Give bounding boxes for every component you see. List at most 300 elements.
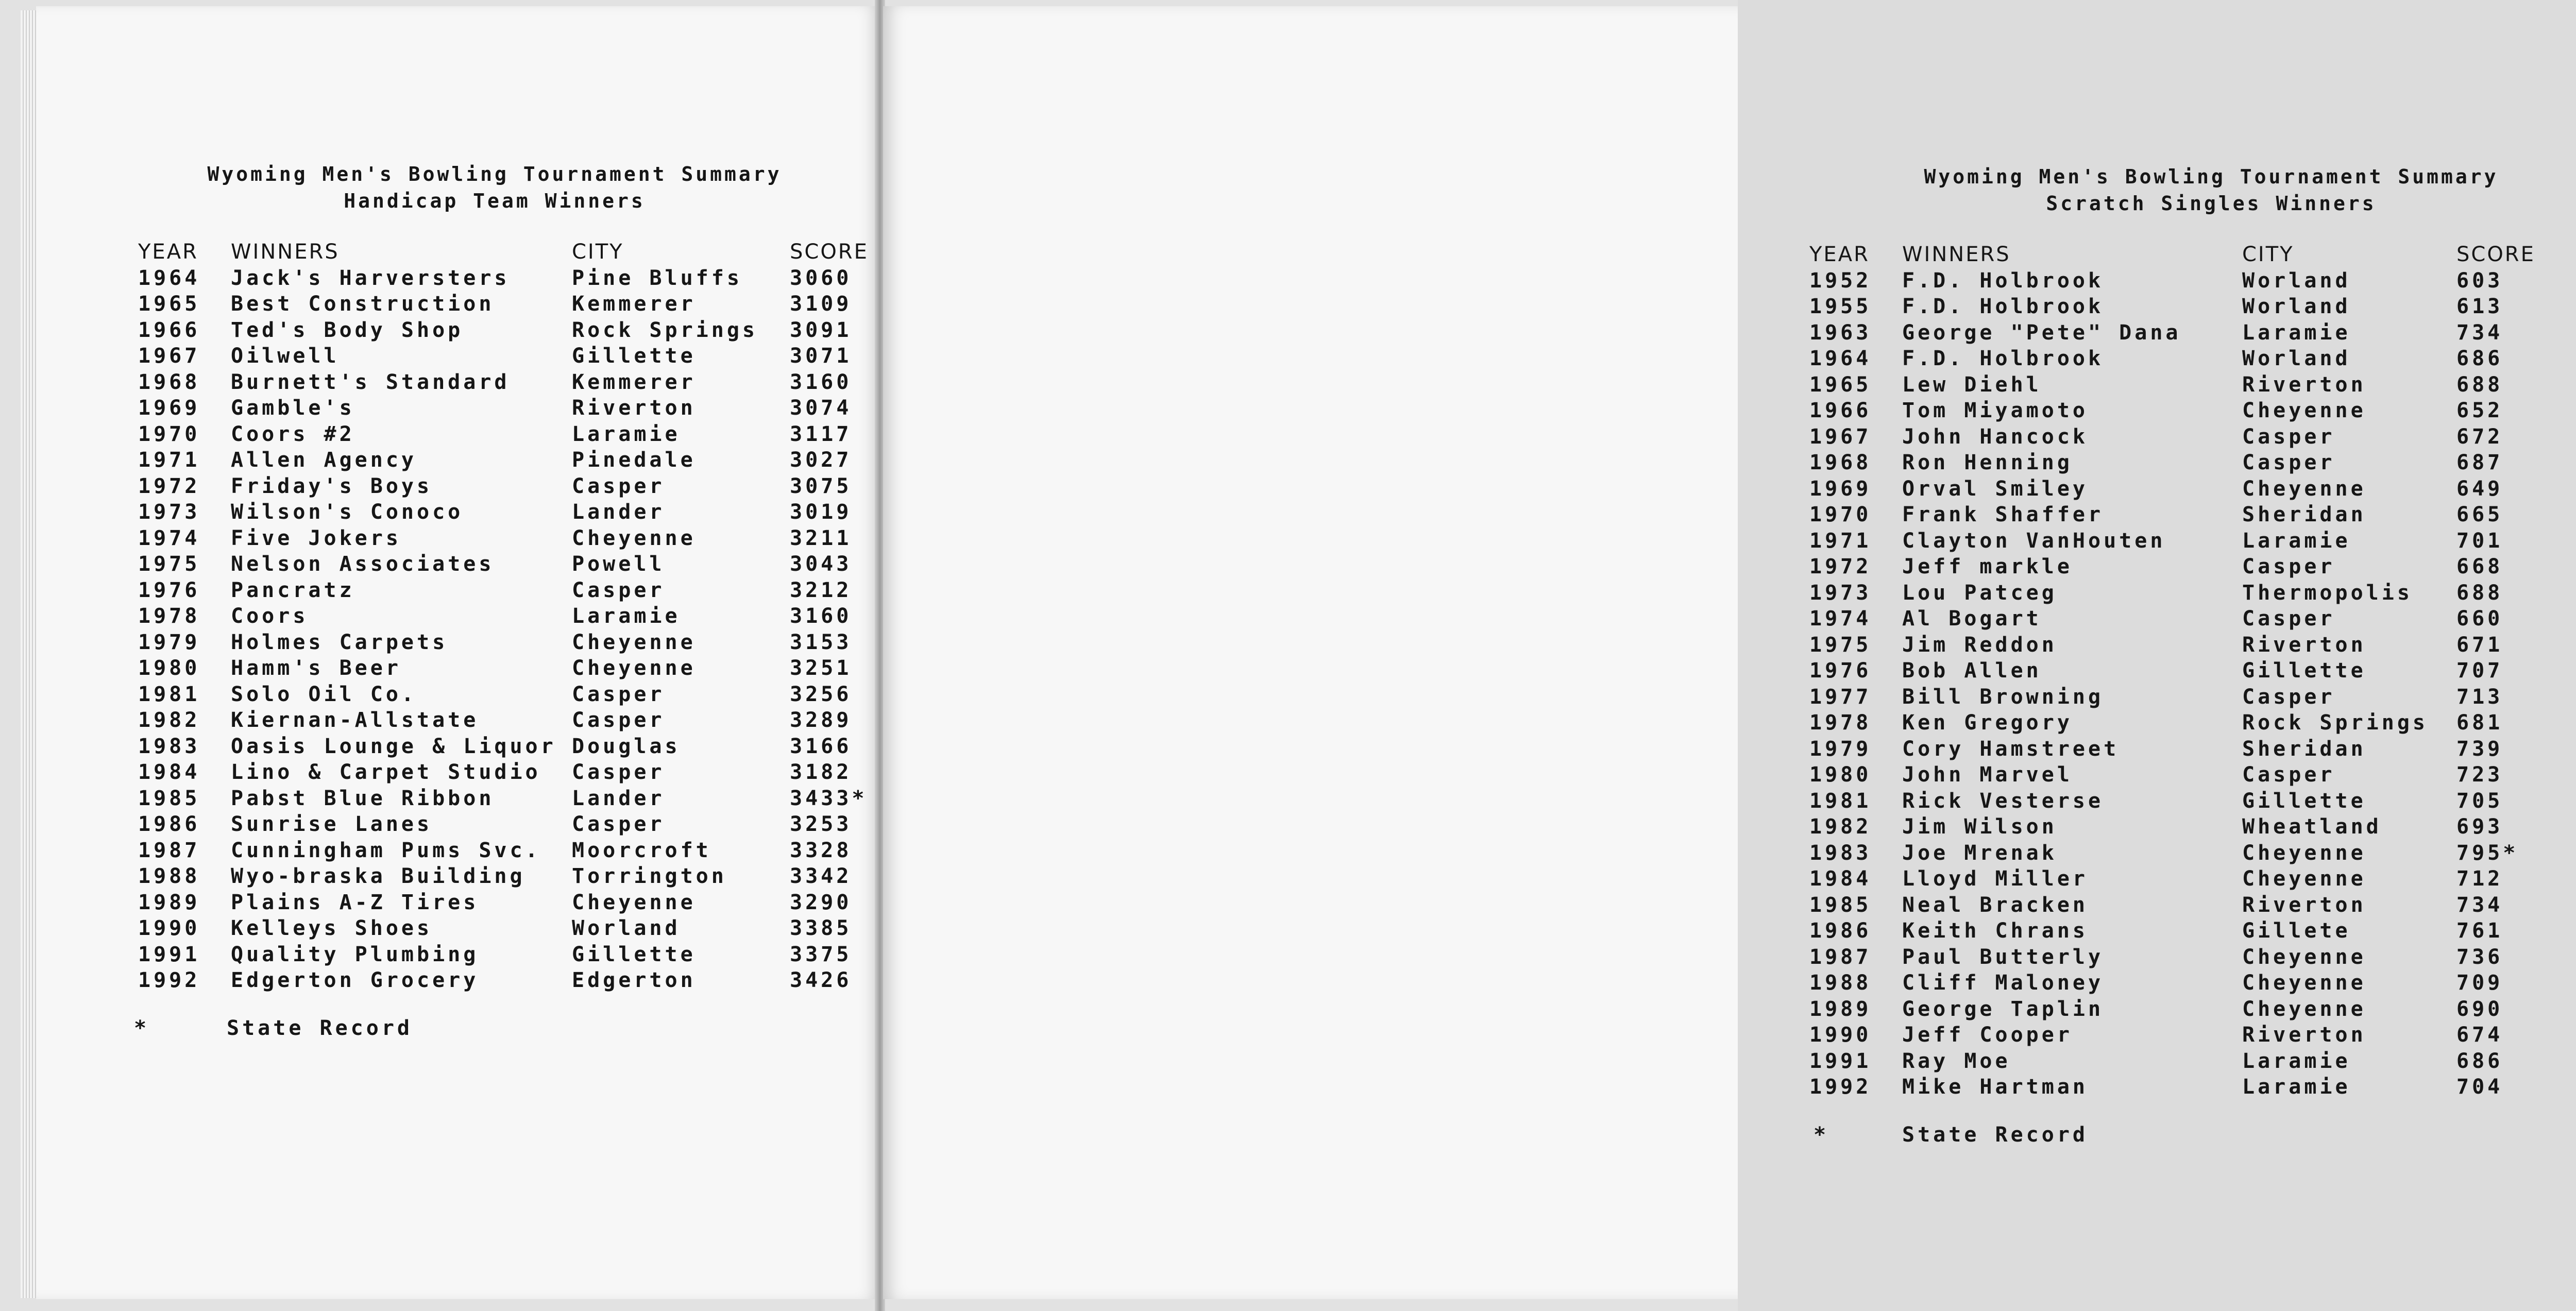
cell-city: Douglas <box>572 734 681 758</box>
cell-winner: Lou Patceg <box>1902 581 2057 605</box>
header-year: YEAR <box>138 240 198 264</box>
cell-winner: Mike Hartman <box>1902 1075 2088 1099</box>
cell-year: 1981 <box>1809 789 1872 813</box>
table-row <box>98 499 871 525</box>
cell-winner: Bob Allen <box>1902 659 2042 683</box>
cell-winner: Jim Wilson <box>1902 815 2057 839</box>
cell-year: 1982 <box>138 708 200 732</box>
cell-year: 1969 <box>138 396 200 420</box>
handicap-team-section <box>98 161 871 1046</box>
left-footnote <box>98 1015 871 1046</box>
cell-winner: Best Construction <box>231 292 495 316</box>
table-row <box>1809 970 2576 996</box>
cell-winner: Wyo-braska Building <box>231 864 526 888</box>
footnote-text: State Record <box>227 1016 413 1040</box>
table-row <box>98 525 871 552</box>
right-footnote <box>1809 1122 2576 1153</box>
cell-year: 1973 <box>1809 581 1872 605</box>
scratch-singles-table <box>1809 242 2576 1100</box>
cell-winner: Cory Hamstreet <box>1902 737 2120 761</box>
cell-winner: Tom Miyamoto <box>1902 399 2088 422</box>
cell-year: 1973 <box>138 500 200 524</box>
cell-winner: Pancratz <box>231 578 355 602</box>
cell-year: 1972 <box>1809 555 1872 578</box>
table-row <box>1809 450 2576 476</box>
cell-score: 3075 <box>790 474 852 498</box>
table-row <box>1809 528 2576 554</box>
cell-city: Gillete <box>2242 919 2351 943</box>
table-row <box>98 395 871 421</box>
cell-year: 1985 <box>138 786 200 810</box>
cell-score: 674 <box>2456 1023 2503 1047</box>
cell-city: Cheyenne <box>2242 841 2366 865</box>
cell-winner: Lino & Carpet Studio <box>231 760 541 784</box>
header-city: CITY <box>2242 243 2294 266</box>
cell-year: 1987 <box>1809 945 1872 969</box>
table-row <box>98 577 871 604</box>
table-row <box>1809 320 2576 346</box>
cell-year: 1964 <box>1809 347 1872 370</box>
cell-city: Riverton <box>2242 1023 2366 1047</box>
cell-year: 1990 <box>138 916 200 940</box>
cell-city: Edgerton <box>572 968 696 992</box>
table-row <box>98 759 871 786</box>
cell-score: 3153 <box>790 630 852 654</box>
cell-winner: John Hancock <box>1902 424 2088 449</box>
cell-year: 1980 <box>138 656 200 680</box>
cell-winner: Kelleys Shoes <box>231 916 433 940</box>
cell-city: Rock Springs <box>572 318 758 342</box>
cell-winner: Jeff markle <box>1902 555 2073 578</box>
header-city: CITY <box>572 240 624 264</box>
cell-winner: Bill Browning <box>1902 685 2104 709</box>
cell-year: 1978 <box>138 604 200 628</box>
table-row <box>1809 866 2576 892</box>
right-title-block <box>1825 163 2576 217</box>
left-title-block <box>118 161 871 214</box>
cell-city: Worland <box>2242 268 2351 293</box>
cell-score: 3071 <box>790 344 852 368</box>
header-winners: WINNERS <box>231 240 340 264</box>
cell-winner: Cliff Maloney <box>1902 971 2104 995</box>
cell-score: 739 <box>2456 737 2503 761</box>
cell-city: Casper <box>572 708 665 732</box>
cell-winner: Quality Plumbing <box>231 942 479 966</box>
cell-year: 1966 <box>1809 399 1872 422</box>
table-row <box>1809 580 2576 606</box>
cell-winner: Nelson Associates <box>231 552 495 576</box>
cell-year: 1963 <box>1809 320 1872 345</box>
cell-score: 688 <box>2456 581 2503 605</box>
cell-score: 681 <box>2456 711 2503 735</box>
cell-winner: John Marvel <box>1902 763 2073 787</box>
cell-winner: Ray Moe <box>1902 1049 2011 1073</box>
table-row <box>98 265 871 292</box>
cell-year: 1990 <box>1809 1023 1872 1047</box>
cell-score: 3375 <box>790 942 852 966</box>
cell-year: 1991 <box>138 942 200 966</box>
cell-score: 3256 <box>790 682 852 706</box>
cell-city: Gillette <box>2242 789 2366 813</box>
cell-year: 1977 <box>1809 685 1872 709</box>
cell-city: Torrington <box>572 864 727 888</box>
table-row <box>98 863 871 890</box>
cell-winner: George Taplin <box>1902 997 2104 1021</box>
table-row <box>98 655 871 682</box>
cell-city: Gillette <box>2242 659 2366 683</box>
cell-score: 668 <box>2456 555 2503 578</box>
cell-year: 1989 <box>1809 997 1872 1021</box>
cell-score: 712 <box>2456 867 2503 891</box>
cell-year: 1981 <box>138 682 200 706</box>
cell-city: Gillette <box>572 344 696 368</box>
table-header <box>1809 242 2576 268</box>
cell-year: 1983 <box>138 734 200 758</box>
cell-score: 690 <box>2456 997 2503 1021</box>
cell-city: Kemmerer <box>572 370 696 394</box>
cell-score: 3027 <box>790 448 852 472</box>
left-title: Wyoming Men's Bowling Tournament Summary <box>207 163 782 185</box>
cell-winner: George "Pete" Dana <box>1902 320 2181 345</box>
cell-city: Laramie <box>2242 1075 2351 1099</box>
cell-score: 686 <box>2456 347 2503 370</box>
cell-year: 1964 <box>138 266 200 290</box>
cell-score: 734 <box>2456 320 2503 345</box>
table-row <box>98 343 871 369</box>
table-row <box>98 551 871 577</box>
cell-winner: Coors #2 <box>231 422 355 446</box>
table-row <box>1809 632 2576 658</box>
cell-year: 1992 <box>138 968 200 992</box>
cell-score: 723 <box>2456 763 2503 787</box>
cell-city: Pine Bluffs <box>572 266 742 290</box>
cell-score: 3251 <box>790 656 852 680</box>
cell-score: 736 <box>2456 945 2503 969</box>
cell-city: Laramie <box>2242 1049 2351 1073</box>
table-row <box>1809 944 2576 971</box>
cell-city: Cheyenne <box>2242 971 2366 995</box>
header-winners: WINNERS <box>1902 243 2011 266</box>
table-row <box>1809 1074 2576 1100</box>
table-row <box>98 967 871 994</box>
cell-winner: Paul Butterly <box>1902 945 2104 969</box>
cell-year: 1976 <box>138 578 200 602</box>
cell-year: 1984 <box>138 760 200 784</box>
cell-winner: F.D. Holbrook <box>1902 268 2104 293</box>
cell-year: 1988 <box>1809 971 1872 995</box>
cell-city: Lander <box>572 786 665 810</box>
table-row <box>1809 476 2576 502</box>
table-row <box>1809 710 2576 736</box>
cell-winner: Clayton VanHouten <box>1902 529 2166 553</box>
cell-city: Riverton <box>2242 893 2366 917</box>
table-row <box>98 473 871 500</box>
cell-winner: F.D. Holbrook <box>1902 347 2104 370</box>
table-row <box>98 942 871 968</box>
cell-winner: Gamble's <box>231 396 355 420</box>
cell-winner: Jeff Cooper <box>1902 1023 2073 1047</box>
table-row <box>98 447 871 473</box>
cell-city: Casper <box>572 760 665 784</box>
handicap-team-table <box>98 239 871 994</box>
cell-score: 3290 <box>790 890 852 914</box>
table-header <box>98 239 871 265</box>
cell-score: 734 <box>2456 893 2503 917</box>
table-row <box>98 369 871 396</box>
cell-score: 3160 <box>790 370 852 394</box>
cell-city: Laramie <box>572 422 681 446</box>
cell-score: 686 <box>2456 1049 2503 1073</box>
cell-winner: Ken Gregory <box>1902 711 2073 735</box>
cell-score: 3043 <box>790 552 852 576</box>
table-row <box>1809 996 2576 1023</box>
cell-score: 3385 <box>790 916 852 940</box>
table-row <box>98 682 871 708</box>
cell-winner: Al Bogart <box>1902 607 2042 631</box>
cell-score: 795* <box>2456 841 2519 865</box>
cell-winner: Lloyd Miller <box>1902 867 2088 891</box>
cell-year: 1952 <box>1809 268 1872 293</box>
cell-city: Rock Springs <box>2242 711 2428 735</box>
cell-year: 1985 <box>1809 893 1872 917</box>
table-row <box>98 811 871 838</box>
cell-year: 1970 <box>1809 503 1872 526</box>
header-score: SCORE <box>2456 243 2535 266</box>
cell-year: 1979 <box>138 630 200 654</box>
cell-winner: Cunningham Pums Svc. <box>231 838 541 862</box>
cell-score: 3211 <box>790 526 852 550</box>
cell-city: Casper <box>2242 424 2335 449</box>
table-row <box>1809 424 2576 450</box>
cell-city: Casper <box>2242 555 2335 578</box>
right-title: Wyoming Men's Bowling Tournament Summary <box>1924 165 2499 188</box>
cell-city: Cheyenne <box>572 630 696 654</box>
cell-city: Casper <box>572 474 665 498</box>
footnote-mark: * <box>134 1016 150 1040</box>
cell-year: 1991 <box>1809 1049 1872 1073</box>
cell-score: 3328 <box>790 838 852 862</box>
table-row <box>1809 1022 2576 1048</box>
table-row <box>1809 658 2576 684</box>
table-row <box>1809 684 2576 710</box>
footnote-text: State Record <box>1902 1122 2088 1147</box>
cell-city: Sheridan <box>2242 503 2366 526</box>
table-row <box>98 603 871 629</box>
table-row <box>1809 814 2576 840</box>
cell-score: 3433* <box>790 786 868 810</box>
table-row <box>98 629 871 656</box>
cell-city: Cheyenne <box>572 656 696 680</box>
cell-city: Sheridan <box>2242 737 2366 761</box>
cell-score: 709 <box>2456 971 2503 995</box>
cell-year: 1980 <box>1809 763 1872 787</box>
table-row <box>1809 294 2576 320</box>
cell-winner: Neal Bracken <box>1902 893 2088 917</box>
cell-score: 652 <box>2456 399 2503 422</box>
cell-score: 660 <box>2456 607 2503 631</box>
table-row <box>98 707 871 734</box>
cell-winner: Ted's Body Shop <box>231 318 464 342</box>
cell-city: Casper <box>2242 451 2335 474</box>
cell-score: 3253 <box>790 812 852 836</box>
cell-city: Casper <box>572 682 665 706</box>
cell-winner: Holmes Carpets <box>231 630 448 654</box>
cell-winner: Five Jokers <box>231 526 401 550</box>
cell-year: 1965 <box>1809 372 1872 397</box>
cell-year: 1969 <box>1809 476 1872 501</box>
cell-score: 707 <box>2456 659 2503 683</box>
cell-score: 3117 <box>790 422 852 446</box>
cell-winner: F.D. Holbrook <box>1902 295 2104 318</box>
cell-city: Laramie <box>2242 320 2351 345</box>
cell-city: Cheyenne <box>572 526 696 550</box>
cell-year: 1970 <box>138 422 200 446</box>
left-subtitle: Handicap Team Winners <box>344 190 646 212</box>
table-row <box>1809 268 2576 294</box>
cell-score: 761 <box>2456 919 2503 943</box>
cell-year: 1967 <box>138 344 200 368</box>
cell-year: 1971 <box>138 448 200 472</box>
header-score: SCORE <box>790 240 869 264</box>
table-row <box>1809 554 2576 580</box>
cell-winner: Pabst Blue Ribbon <box>231 786 495 810</box>
cell-city: Gillette <box>572 942 696 966</box>
cell-city: Cheyenne <box>2242 945 2366 969</box>
scratch-singles-section <box>1809 163 2576 1153</box>
cell-winner: Friday's Boys <box>231 474 433 498</box>
cell-score: 3426 <box>790 968 852 992</box>
table-row <box>1809 502 2576 528</box>
table-row <box>1809 1048 2576 1075</box>
cell-year: 1974 <box>1809 607 1872 631</box>
cell-year: 1971 <box>1809 529 1872 553</box>
cell-city: Worland <box>572 916 681 940</box>
cell-year: 1987 <box>138 838 200 862</box>
cell-city: Cheyenne <box>572 890 696 914</box>
table-row <box>1809 346 2576 372</box>
cell-year: 1983 <box>1809 841 1872 865</box>
cell-winner: Edgerton Grocery <box>231 968 479 992</box>
cell-score: 3074 <box>790 396 852 420</box>
table-row <box>98 786 871 812</box>
cell-score: 701 <box>2456 529 2503 553</box>
cell-winner: Frank Shaffer <box>1902 503 2104 526</box>
cell-score: 3109 <box>790 292 852 316</box>
table-row <box>98 915 871 942</box>
cell-score: 693 <box>2456 815 2503 839</box>
table-row <box>98 317 871 344</box>
cell-winner: Rick Vesterse <box>1902 789 2104 813</box>
cell-winner: Kiernan-Allstate <box>231 708 479 732</box>
table-row <box>1809 736 2576 762</box>
cell-city: Casper <box>2242 685 2335 709</box>
cell-score: 665 <box>2456 503 2503 526</box>
cell-city: Cheyenne <box>2242 399 2366 422</box>
cell-year: 1989 <box>138 890 200 914</box>
cell-winner: Orval Smiley <box>1902 476 2088 501</box>
table-row <box>98 734 871 760</box>
cell-year: 1955 <box>1809 295 1872 318</box>
table-row <box>1809 762 2576 788</box>
left-page <box>36 6 877 1299</box>
cell-city: Cheyenne <box>2242 476 2366 501</box>
cell-city: Thermopolis <box>2242 581 2413 605</box>
cell-winner: Jim Reddon <box>1902 633 2057 657</box>
cell-year: 1972 <box>138 474 200 498</box>
cell-year: 1975 <box>138 552 200 576</box>
cell-score: 3160 <box>790 604 852 628</box>
cell-city: Kemmerer <box>572 292 696 316</box>
cell-winner: Wilson's Conoco <box>231 500 464 524</box>
table-row <box>1809 372 2576 398</box>
cell-winner: Lew Diehl <box>1902 372 2042 397</box>
cell-city: Casper <box>572 812 665 836</box>
cell-score: 671 <box>2456 633 2503 657</box>
cell-city: Wheatland <box>2242 815 2382 839</box>
cell-year: 1965 <box>138 292 200 316</box>
cell-winner: Joe Mrenak <box>1902 841 2057 865</box>
header-year: YEAR <box>1809 243 1870 266</box>
cell-city: Worland <box>2242 347 2351 370</box>
cell-year: 1986 <box>1809 919 1872 943</box>
cell-score: 3060 <box>790 266 852 290</box>
table-row <box>98 838 871 864</box>
cell-score: 3212 <box>790 578 852 602</box>
cell-winner: Plains A-Z Tires <box>231 890 479 914</box>
cell-score: 672 <box>2456 424 2503 449</box>
cell-winner: Oilwell <box>231 344 340 368</box>
cell-year: 1976 <box>1809 659 1872 683</box>
right-page <box>883 6 2535 1299</box>
cell-city: Casper <box>2242 607 2335 631</box>
cell-year: 1968 <box>1809 451 1872 474</box>
cell-score: 3166 <box>790 734 852 758</box>
cell-year: 1979 <box>1809 737 1872 761</box>
cell-score: 3091 <box>790 318 852 342</box>
right-subtitle: Scratch Singles Winners <box>2046 192 2377 215</box>
cell-year: 1988 <box>138 864 200 888</box>
cell-year: 1966 <box>138 318 200 342</box>
cell-score: 603 <box>2456 268 2503 293</box>
cell-year: 1978 <box>1809 711 1872 735</box>
cell-winner: Burnett's Standard <box>231 370 510 394</box>
cell-winner: Ron Henning <box>1902 451 2073 474</box>
cell-city: Worland <box>2242 295 2351 318</box>
cell-score: 3342 <box>790 864 852 888</box>
table-row <box>1809 606 2576 632</box>
cell-score: 705 <box>2456 789 2503 813</box>
cell-winner: Hamm's Beer <box>231 656 401 680</box>
cell-city: Casper <box>572 578 665 602</box>
cell-year: 1992 <box>1809 1075 1872 1099</box>
cell-score: 713 <box>2456 685 2503 709</box>
cell-score: 3289 <box>790 708 852 732</box>
cell-city: Riverton <box>572 396 696 420</box>
cell-score: 3019 <box>790 500 852 524</box>
cell-city: Riverton <box>2242 372 2366 397</box>
cell-city: Pinedale <box>572 448 696 472</box>
table-row <box>1809 892 2576 918</box>
table-row <box>98 421 871 448</box>
table-row <box>1809 398 2576 424</box>
cell-city: Moorcroft <box>572 838 711 862</box>
cell-city: Cheyenne <box>2242 997 2366 1021</box>
footnote-mark: * <box>1814 1122 1829 1147</box>
table-row <box>1809 918 2576 944</box>
cell-score: 704 <box>2456 1075 2503 1099</box>
cell-year: 1975 <box>1809 633 1872 657</box>
cell-city: Casper <box>2242 763 2335 787</box>
